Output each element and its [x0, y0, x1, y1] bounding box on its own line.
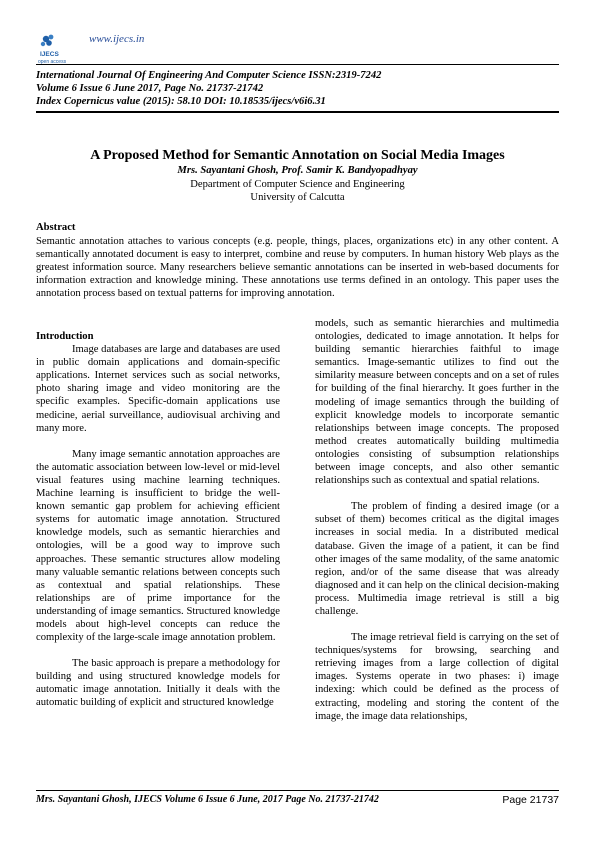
volume-line: Volume 6 Issue 6 June 2017, Page No. 21737-21742 [36, 83, 264, 94]
logo-text-2: open access [38, 59, 67, 65]
left-paragraph-1: Image databases are large and databases are used in public domain applications and domain-specific applications. Internet services such as social networks, photo sharing image and video monitoring are the specific examples. Specific-domain applications use medicine, aerial surveillance, audiovisual archiving and many more. [36, 344, 280, 434]
abstract-text: Semantic annotation attaches to various concepts (e.g. people, things, places, organizations etc) in any other content. A semantically annotated document is easy to interpret, combine and reuse by computers. In human history Web plays as the greatest information source. Many researchers believe semantic annotations can be inserted in web-based documents for information extraction and knowledge mining. These annotations use terms defined in an ontology. This paper uses the annotation process based on textual patterns for improving annotation. [36, 236, 559, 299]
author-university: University of Calcutta [250, 192, 345, 203]
right-paragraph-1: models, such as semantic hierarchies and multimedia ontologies, dedicated to image annotation. It helps for building semantic hierarchies faithful to image semantics. Image-semantic utilizes to find out the similarity measure between concepts and on a set of rules for building of the final hierarchy. It goes further in the modeling of image semantics through the building of explicit knowledge models to incorporate semantic relationships between image concepts. The proposed method creates automatically building multimedia ontologies consisting of subsumption relationships between image concepts, and also other semantic relationships such as contextual and spatial relations. [315, 318, 559, 487]
ijecs-logo [37, 33, 73, 67]
journal-header [36, 69, 381, 108]
logo-text-1: IJECS [40, 51, 59, 58]
introduction-heading: Introduction [36, 331, 94, 342]
paper-title: A Proposed Method for Semantic Annotation on Social Media Images [90, 148, 505, 163]
author-department: Department of Computer Science and Engineering [190, 179, 405, 190]
ijecs-logo-mark [37, 33, 73, 67]
header-bottom-rule [36, 111, 559, 113]
right-column [315, 317, 559, 723]
page-footer [36, 794, 559, 805]
paper-authors: Mrs. Sayantani Ghosh, Prof. Samir K. Bandyopadhyay [177, 165, 418, 176]
abstract-heading: Abstract [36, 222, 76, 233]
index-line: Index Copernicus value (2015): 58.10 DOI: 10.18535/ijecs/v6i6.31 [36, 96, 326, 107]
header-top-rule [36, 64, 559, 65]
journal-line: International Journal Of Engineering And Computer Science ISSN:2319-7242 [36, 70, 382, 81]
site-link[interactable]: www.ijecs.in [89, 33, 145, 45]
left-paragraph-2: Many image semantic annotation approaches are the automatic association between low-level or mid-level visual features using machine learning techniques. Machine learning is insufficient to bridge the well-known semantic gap problem for achieving efficient systems for automatic image annotation. Structured knowledge models, such as semantic hierarchies and ontologies, will be a good way to improve such approaches. These semantic structures allow modeling many valuable semantic relations between concepts such as contextual and spatial relationships. These relationships are of prime importance for the understanding of image semantics. Structured knowledge models about high-level concepts can reduce the complexity of the large-scale image annotation problem. [36, 448, 280, 644]
right-paragraph-3: The image retrieval field is carrying on the set of techniques/systems for browsing, searching and retrieving images from a large collection of digital images. Systems operate in two phases: i) image indexing: which could be defined as the process of extracting, modeling and storing the content of the image, the image data relationships, [315, 632, 559, 722]
left-paragraph-3: The basic approach is prepare a methodology for building and using structured knowledge models for automatic image annotation. Initially it deals with the automatic building of explicit and structured knowledge [36, 658, 280, 709]
left-column [36, 330, 280, 710]
page-number: Page 21737 [502, 794, 559, 806]
right-paragraph-2: The problem of finding a desired image (or a subset of them) becomes critical as the digital images increases in social media. In a distributed medical database. Given the image of a patient, it can be find other images of the same modality, of the same anatomic region, and/or of the same disease that was already diagnosed and it can help on the clinical decision-making process. Multimedia image retrieval is still a big challenge. [315, 501, 559, 617]
footer-citation: Mrs. Sayantani Ghosh, IJECS Volume 6 Issue 6 June, 2017 Page No. 21737-21742 [36, 794, 379, 805]
footer-rule [36, 790, 559, 791]
